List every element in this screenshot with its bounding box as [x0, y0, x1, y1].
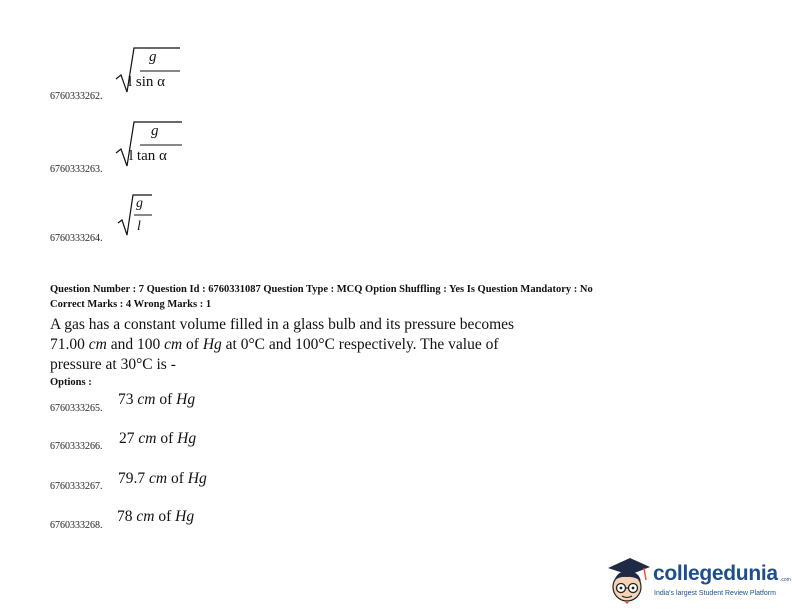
question-text-line-3: pressure at 30°C is -: [50, 356, 176, 373]
denominator: l: [137, 219, 141, 234]
numerator: g: [149, 49, 157, 65]
option-answer: 73 cm of Hg: [118, 391, 196, 408]
numerator: g: [151, 123, 159, 139]
logo-wordmark: collegedunia: [653, 562, 778, 585]
option-id: 6760333263.: [50, 164, 103, 175]
question-text: [50, 315, 590, 375]
options-label: Options :: [50, 377, 92, 388]
option-id: 6760333264.: [50, 233, 103, 244]
option-answer: 78 cm of Hg: [117, 508, 195, 525]
question-text-line-1: A gas has a constant volume filled in a glass bulb and its pressure becomes: [50, 316, 515, 333]
option-answer: 79.7 cm of Hg: [118, 470, 207, 487]
logo-domain: .com: [780, 577, 791, 583]
marks-header: Correct Marks : 4 Wrong Marks : 1: [50, 299, 212, 310]
question-text-line-2: 71.00 cm and 100 cm of Hg at 0°C and 100°C respectively. The value of: [50, 336, 499, 353]
mascot-icon: [604, 554, 650, 604]
option-id: 6760333266.: [50, 441, 103, 452]
logo-tagline: India's largest Student Review Platform: [654, 590, 776, 597]
question-header: Question Number : 7 Question Id : 6760331087 Question Type : MCQ Option Shuffling : Yes Is Question Mandatory : No: [50, 284, 593, 295]
option-id: 6760333268.: [50, 520, 103, 531]
option-id: 6760333267.: [50, 481, 103, 492]
denominator: l tan α: [129, 148, 167, 164]
option-id: 6760333265.: [50, 403, 103, 414]
numerator: g: [136, 196, 143, 211]
option-id: 6760333262.: [50, 91, 103, 102]
denominator: l sin α: [128, 74, 166, 90]
option-answer: 27 cm of Hg: [119, 430, 197, 447]
